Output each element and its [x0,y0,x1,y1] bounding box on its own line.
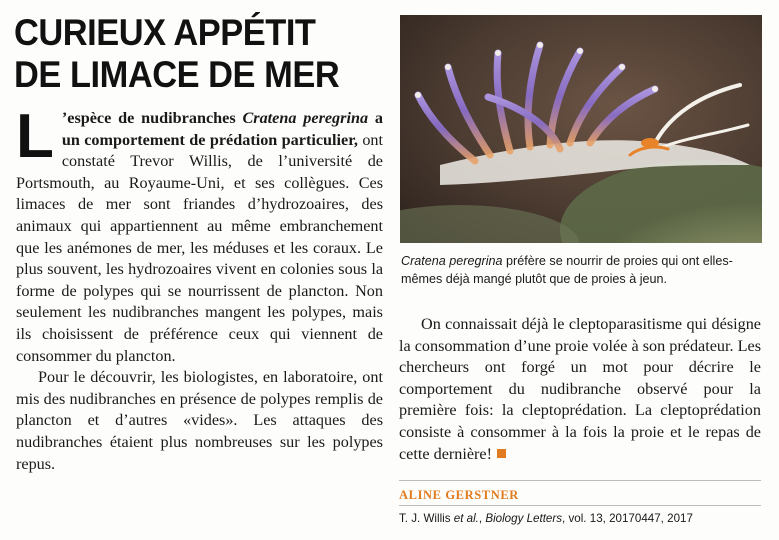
paragraph-3-text: On connaissait déjà le cleptoparasitisme qui désigne la consommation d’une proie volée à son prédateur. Les chercheurs ont forgé un mot pour décrire le comportement du nudibranche observé pour la première fois: la cleptoprédation. La cleptoprédation consiste à consommer à la fois la proie et le repas de cette dernière! [399,315,761,463]
lead-text [62,109,383,149]
author-byline: ALINE GERSTNER [399,488,519,502]
paragraph-3 [399,314,761,465]
right-column [399,314,761,465]
caption-text: préfère se nourrir de proies qui ont elles-mêmes déjà mangé plutôt que de proies à jeun. [401,254,733,286]
reference-citation [399,512,769,525]
divider-bottom [399,505,761,506]
reference-authors: T. J. Willis [399,512,454,525]
divider-top [399,480,761,481]
lead-part-1: ’espèce de nudibranches [61,109,243,127]
reference-journal: Biology Letters [485,512,563,525]
left-column [16,102,384,475]
article-headline [14,12,366,96]
reference-details: , vol. 13, 20170447, 2017 [562,512,693,525]
nudibranch-illustration [400,15,762,243]
reference-etal: et al. [453,512,479,525]
drop-cap: L [16,102,54,171]
paragraph-2: Pour le découvrir, les biologistes, en laboratoire, ont mis des nudibranches en présence de polypes remplis de plancton et d’autres «vides». Les attaques des nudibranches étaient plus nombreuses sur les polypes repus. [16,368,383,473]
caption-species: Cratena peregrina [401,254,503,268]
nudibranch-photo [400,15,762,243]
reference-sep: , [478,512,486,525]
intro-rest: ont constaté Trevor Willis, de l’université de Portsmouth, au Royaume-Uni, et ses collègues. Ces limaces de mer sont friandes d’hydrozoaires, des animaux qui appartiennent au même embranchement que les anémones de mer, les méduses et les coraux. Le plus souvent, les hydrozoaires vivent en colonies sous la forme de polypes qui se nourrissent de plancton. Non seulement les nudibranches mangent les polypes, mais ils choisissent de préférence ceux qui viennent de consommer du plancton. [16,130,384,365]
lead-part-2: a un comportement de prédation particulier, [61,109,383,149]
intro-paragraph [16,102,384,367]
end-of-article-square-icon [497,449,506,458]
lead-species: Cratena peregrina [242,109,369,127]
headline-line-1: CURIEUX APPÉTIT [14,12,316,53]
photo-caption [401,252,763,288]
headline-line-2: DE LIMACE DE MER [14,54,340,95]
